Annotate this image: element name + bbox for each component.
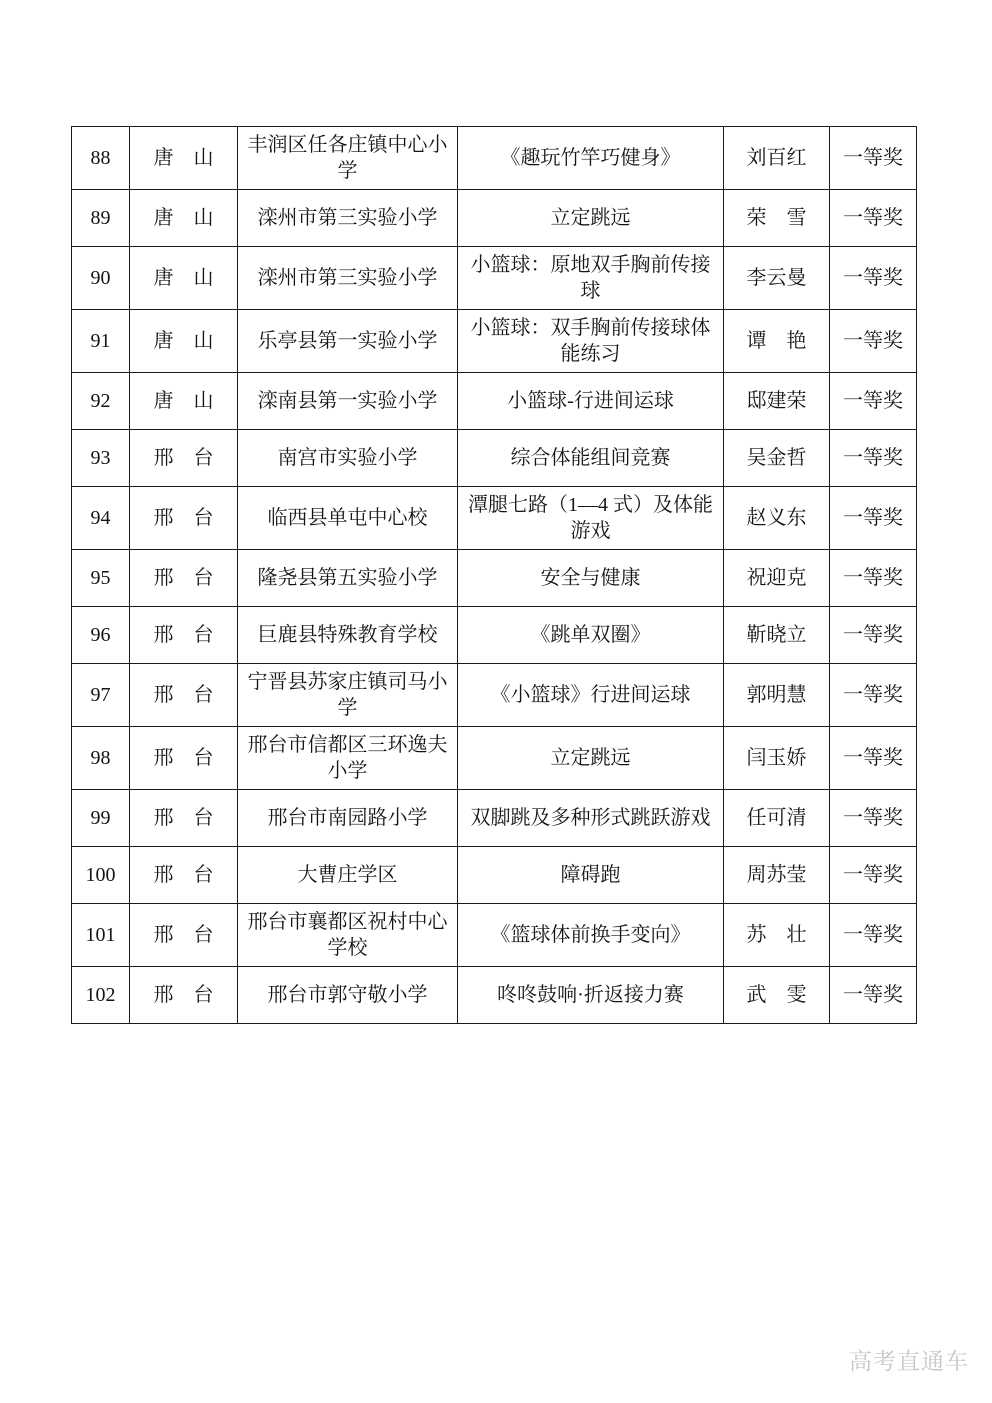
table-row — [72, 310, 917, 373]
table-row — [72, 127, 917, 190]
cell-school: 邢台市南园路小学 — [238, 790, 458, 847]
cell-award: 一等奖 — [830, 967, 917, 1024]
cell-award: 一等奖 — [830, 310, 917, 373]
cell-course: 《跳单双圈》 — [458, 607, 724, 664]
cell-teacher: 武 雯 — [724, 967, 830, 1024]
cell-city: 唐 山 — [130, 310, 238, 373]
cell-school: 巨鹿县特殊教育学校 — [238, 607, 458, 664]
cell-number: 100 — [72, 847, 130, 904]
cell-course: 双脚跳及多种形式跳跃游戏 — [458, 790, 724, 847]
cell-school: 乐亭县第一实验小学 — [238, 310, 458, 373]
table-row — [72, 727, 917, 790]
cell-teacher: 郭明慧 — [724, 664, 830, 727]
cell-number: 90 — [72, 247, 130, 310]
cell-course: 潭腿七路（1—4 式）及体能游戏 — [458, 487, 724, 550]
cell-school: 邢台市信都区三环逸夫小学 — [238, 727, 458, 790]
cell-course: 立定跳远 — [458, 727, 724, 790]
cell-city: 唐 山 — [130, 190, 238, 247]
cell-city: 邢 台 — [130, 664, 238, 727]
cell-course: 障碍跑 — [458, 847, 724, 904]
cell-city: 唐 山 — [130, 247, 238, 310]
cell-city: 邢 台 — [130, 430, 238, 487]
cell-teacher: 李云曼 — [724, 247, 830, 310]
awards-table — [71, 126, 917, 1024]
cell-teacher: 祝迎克 — [724, 550, 830, 607]
cell-city: 邢 台 — [130, 847, 238, 904]
cell-course: 小篮球：双手胸前传接球体能练习 — [458, 310, 724, 373]
cell-award: 一等奖 — [830, 127, 917, 190]
cell-number: 94 — [72, 487, 130, 550]
cell-course: 安全与健康 — [458, 550, 724, 607]
cell-number: 88 — [72, 127, 130, 190]
table-row — [72, 487, 917, 550]
watermark-text: 高考直通车 — [849, 1348, 969, 1374]
table-row — [72, 373, 917, 430]
cell-city: 唐 山 — [130, 127, 238, 190]
table-row — [72, 967, 917, 1024]
table-row — [72, 664, 917, 727]
cell-award: 一等奖 — [830, 190, 917, 247]
cell-city: 邢 台 — [130, 487, 238, 550]
table-row — [72, 607, 917, 664]
cell-city: 邢 台 — [130, 790, 238, 847]
cell-school: 滦州市第三实验小学 — [238, 190, 458, 247]
cell-number: 93 — [72, 430, 130, 487]
cell-school: 大曹庄学区 — [238, 847, 458, 904]
cell-award: 一等奖 — [830, 247, 917, 310]
table-row — [72, 790, 917, 847]
cell-number: 97 — [72, 664, 130, 727]
table-row — [72, 904, 917, 967]
cell-teacher: 邸建荣 — [724, 373, 830, 430]
cell-course: 咚咚鼓响·折返接力赛 — [458, 967, 724, 1024]
cell-school: 隆尧县第五实验小学 — [238, 550, 458, 607]
cell-award: 一等奖 — [830, 904, 917, 967]
cell-city: 邢 台 — [130, 607, 238, 664]
cell-award: 一等奖 — [830, 727, 917, 790]
cell-number: 102 — [72, 967, 130, 1024]
cell-number: 91 — [72, 310, 130, 373]
cell-award: 一等奖 — [830, 373, 917, 430]
cell-school: 邢台市襄都区祝村中心学校 — [238, 904, 458, 967]
cell-city: 邢 台 — [130, 727, 238, 790]
cell-city: 唐 山 — [130, 373, 238, 430]
cell-teacher: 靳晓立 — [724, 607, 830, 664]
cell-teacher: 周苏莹 — [724, 847, 830, 904]
cell-course: 小篮球-行进间运球 — [458, 373, 724, 430]
table-row — [72, 247, 917, 310]
cell-teacher: 赵义东 — [724, 487, 830, 550]
cell-teacher: 闫玉娇 — [724, 727, 830, 790]
cell-course: 小篮球：原地双手胸前传接球 — [458, 247, 724, 310]
cell-teacher: 荣 雪 — [724, 190, 830, 247]
cell-number: 101 — [72, 904, 130, 967]
cell-course: 立定跳远 — [458, 190, 724, 247]
cell-course: 《小篮球》行进间运球 — [458, 664, 724, 727]
cell-award: 一等奖 — [830, 790, 917, 847]
cell-teacher: 刘百红 — [724, 127, 830, 190]
cell-school: 邢台市郭守敬小学 — [238, 967, 458, 1024]
cell-number: 98 — [72, 727, 130, 790]
cell-school: 丰润区任各庄镇中心小学 — [238, 127, 458, 190]
cell-course: 综合体能组间竞赛 — [458, 430, 724, 487]
cell-city: 邢 台 — [130, 967, 238, 1024]
table-row — [72, 847, 917, 904]
cell-award: 一等奖 — [830, 607, 917, 664]
cell-award: 一等奖 — [830, 430, 917, 487]
cell-award: 一等奖 — [830, 847, 917, 904]
cell-school: 滦州市第三实验小学 — [238, 247, 458, 310]
cell-school: 南宫市实验小学 — [238, 430, 458, 487]
table-row — [72, 550, 917, 607]
cell-award: 一等奖 — [830, 487, 917, 550]
cell-course: 《趣玩竹竿巧健身》 — [458, 127, 724, 190]
awards-table-body — [72, 127, 917, 1024]
cell-city: 邢 台 — [130, 550, 238, 607]
cell-award: 一等奖 — [830, 550, 917, 607]
cell-school: 宁晋县苏家庄镇司马小学 — [238, 664, 458, 727]
cell-award: 一等奖 — [830, 664, 917, 727]
cell-number: 89 — [72, 190, 130, 247]
cell-course: 《篮球体前换手变向》 — [458, 904, 724, 967]
cell-school: 滦南县第一实验小学 — [238, 373, 458, 430]
cell-teacher: 任可清 — [724, 790, 830, 847]
cell-number: 99 — [72, 790, 130, 847]
cell-teacher: 谭 艳 — [724, 310, 830, 373]
cell-number: 92 — [72, 373, 130, 430]
cell-teacher: 吴金哲 — [724, 430, 830, 487]
cell-number: 95 — [72, 550, 130, 607]
table-row — [72, 190, 917, 247]
table-row — [72, 430, 917, 487]
cell-city: 邢 台 — [130, 904, 238, 967]
cell-school: 临西县单屯中心校 — [238, 487, 458, 550]
cell-teacher: 苏 壮 — [724, 904, 830, 967]
cell-number: 96 — [72, 607, 130, 664]
